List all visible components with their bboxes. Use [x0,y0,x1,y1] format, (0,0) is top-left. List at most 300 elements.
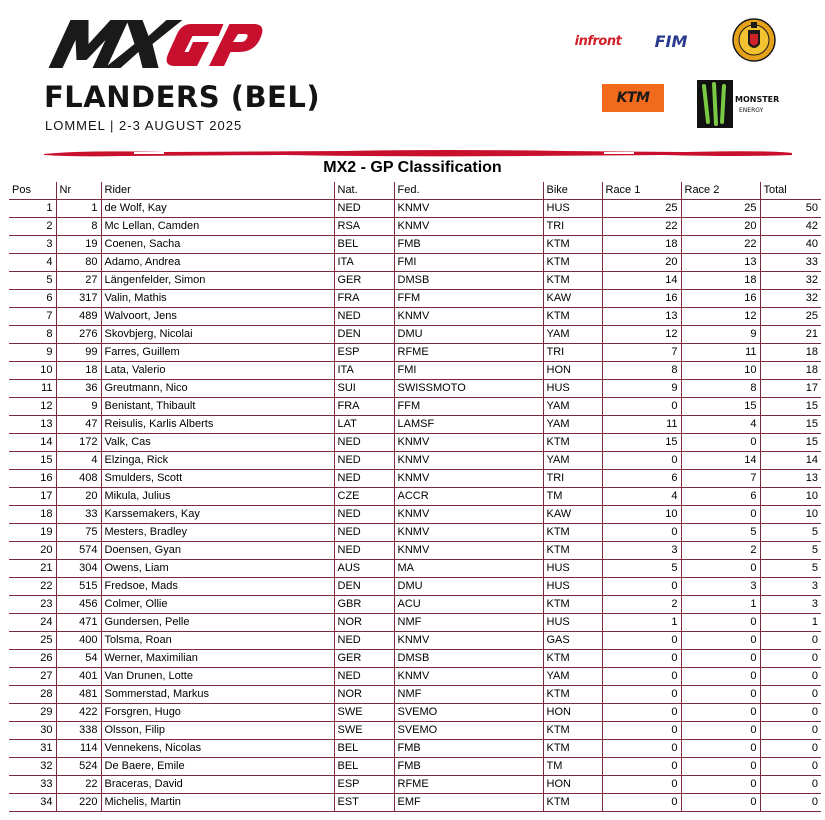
nat-cell: BEL [334,236,394,254]
pos-cell: 1 [9,200,56,218]
fed-cell: SWISSMOTO [394,380,543,398]
race2-cell: 18 [681,272,760,290]
race1-cell: 0 [602,758,681,776]
fed-cell: FMB [394,740,543,758]
nr-cell: 317 [56,290,101,308]
infront-logo: infront [574,33,622,49]
column-header-nat: Nat. [334,182,394,200]
table-row [9,524,821,542]
bike-cell: KTM [543,722,602,740]
nr-cell: 36 [56,380,101,398]
fed-cell: FMI [394,254,543,272]
svg-text:MONSTER: MONSTER [735,95,780,104]
race1-cell: 8 [602,362,681,380]
nr-cell: 47 [56,416,101,434]
fim-logo: FIM [654,31,688,51]
total-cell: 3 [760,578,821,596]
total-cell: 0 [760,704,821,722]
race2-cell: 12 [681,308,760,326]
nr-cell: 408 [56,470,101,488]
race2-cell: 25 [681,200,760,218]
pos-cell: 7 [9,308,56,326]
nr-cell: 1 [56,200,101,218]
table-row [9,704,821,722]
total-cell: 42 [760,218,821,236]
rider-cell: Vennekens, Nicolas [101,740,334,758]
nat-cell: EST [334,794,394,812]
page-header [0,0,825,160]
table-row [9,560,821,578]
fed-cell: KNMV [394,506,543,524]
nr-cell: 524 [56,758,101,776]
nat-cell: NED [334,308,394,326]
pos-cell: 21 [9,560,56,578]
race1-cell: 14 [602,272,681,290]
fed-cell: KNMV [394,668,543,686]
pos-cell: 17 [9,488,56,506]
nat-cell: SUI [334,380,394,398]
bike-cell: HON [543,362,602,380]
race2-cell: 4 [681,416,760,434]
rider-cell: Elzinga, Rick [101,452,334,470]
rider-cell: Gundersen, Pelle [101,614,334,632]
table-row [9,308,821,326]
mxgp-logo [44,14,264,70]
nat-cell: NED [334,632,394,650]
fed-cell: EMF [394,794,543,812]
table-row [9,740,821,758]
nr-cell: 574 [56,542,101,560]
fed-cell: ACU [394,596,543,614]
race1-cell: 0 [602,794,681,812]
race1-cell: 1 [602,614,681,632]
pos-cell: 26 [9,650,56,668]
nat-cell: SWE [334,704,394,722]
nr-cell: 54 [56,650,101,668]
race1-cell: 11 [602,416,681,434]
nat-cell: GER [334,650,394,668]
bike-cell: HUS [543,200,602,218]
fed-cell: FFM [394,398,543,416]
race2-cell: 0 [681,758,760,776]
race2-cell: 7 [681,470,760,488]
total-cell: 0 [760,794,821,812]
rider-cell: de Wolf, Kay [101,200,334,218]
total-cell: 18 [760,362,821,380]
column-header-fed: Fed. [394,182,543,200]
table-row [9,254,821,272]
bike-cell: YAM [543,326,602,344]
fed-cell: SVEMO [394,704,543,722]
nr-cell: 400 [56,632,101,650]
table-row [9,290,821,308]
classification-title: MX2 - GP Classification [323,159,502,176]
race1-cell: 0 [602,578,681,596]
event-subtitle: LOMMEL | 2-3 AUGUST 2025 [45,118,243,133]
pos-cell: 5 [9,272,56,290]
bike-cell: GAS [543,632,602,650]
fed-cell: DMU [394,326,543,344]
nr-cell: 22 [56,776,101,794]
fed-cell: KNMV [394,452,543,470]
total-cell: 5 [760,560,821,578]
bike-cell: HON [543,704,602,722]
bike-cell: KTM [543,542,602,560]
rider-cell: Fredsoe, Mads [101,578,334,596]
table-row [9,416,821,434]
race2-cell: 13 [681,254,760,272]
table-row [9,578,821,596]
pos-cell: 10 [9,362,56,380]
race1-cell: 0 [602,776,681,794]
bike-cell: HUS [543,614,602,632]
fed-cell: RFME [394,344,543,362]
nr-cell: 172 [56,434,101,452]
total-cell: 5 [760,542,821,560]
nat-cell: FRA [334,398,394,416]
fed-cell: FMB [394,758,543,776]
race2-cell: 5 [681,524,760,542]
bike-cell: YAM [543,416,602,434]
pos-cell: 29 [9,704,56,722]
race1-cell: 16 [602,290,681,308]
total-cell: 13 [760,470,821,488]
total-cell: 10 [760,488,821,506]
race2-cell: 16 [681,290,760,308]
pos-cell: 31 [9,740,56,758]
nat-cell: ESP [334,776,394,794]
nr-cell: 401 [56,668,101,686]
nr-cell: 515 [56,578,101,596]
pos-cell: 33 [9,776,56,794]
rider-cell: Smulders, Scott [101,470,334,488]
bike-cell: KAW [543,506,602,524]
nat-cell: NED [334,668,394,686]
bike-cell: KTM [543,740,602,758]
nat-cell: ITA [334,254,394,272]
federation-crest-icon [732,16,776,64]
nat-cell: NED [334,452,394,470]
table-row [9,380,821,398]
race2-cell: 15 [681,398,760,416]
fed-cell: KNMV [394,218,543,236]
nat-cell: FRA [334,290,394,308]
pos-cell: 24 [9,614,56,632]
race1-cell: 20 [602,254,681,272]
pos-cell: 22 [9,578,56,596]
rider-cell: Karssemakers, Kay [101,506,334,524]
table-row [9,632,821,650]
race2-cell: 0 [681,506,760,524]
total-cell: 21 [760,326,821,344]
race1-cell: 4 [602,488,681,506]
table-row [9,506,821,524]
rider-cell: Colmer, Ollie [101,596,334,614]
race2-cell: 0 [681,794,760,812]
rider-cell: Valin, Mathis [101,290,334,308]
total-cell: 0 [760,650,821,668]
pos-cell: 16 [9,470,56,488]
total-cell: 15 [760,434,821,452]
nat-cell: NED [334,200,394,218]
nr-cell: 99 [56,344,101,362]
nat-cell: BEL [334,740,394,758]
bike-cell: KTM [543,596,602,614]
race1-cell: 22 [602,218,681,236]
total-cell: 0 [760,686,821,704]
nr-cell: 8 [56,218,101,236]
table-row [9,434,821,452]
nat-cell: LAT [334,416,394,434]
race2-cell: 0 [681,722,760,740]
fed-cell: DMSB [394,650,543,668]
race2-cell: 0 [681,776,760,794]
race2-cell: 3 [681,578,760,596]
race1-cell: 15 [602,434,681,452]
nat-cell: CZE [334,488,394,506]
rider-cell: Van Drunen, Lotte [101,668,334,686]
nat-cell: GER [334,272,394,290]
table-row [9,398,821,416]
table-row [9,650,821,668]
classification-rows [9,200,821,812]
svg-text:ENERGY: ENERGY [739,107,764,114]
fed-cell: KNMV [394,200,543,218]
bike-cell: KTM [543,434,602,452]
rider-cell: Greutmann, Nico [101,380,334,398]
total-cell: 15 [760,398,821,416]
classification-table [9,182,821,812]
nat-cell: DEN [334,326,394,344]
pos-cell: 4 [9,254,56,272]
race1-cell: 6 [602,470,681,488]
rider-cell: Tolsma, Roan [101,632,334,650]
bike-cell: HUS [543,560,602,578]
race2-cell: 0 [681,632,760,650]
nr-cell: 276 [56,326,101,344]
rider-cell: Farres, Guillem [101,344,334,362]
rider-cell: Benistant, Thibault [101,398,334,416]
total-cell: 17 [760,380,821,398]
nat-cell: ITA [334,362,394,380]
nr-cell: 220 [56,794,101,812]
rider-cell: Owens, Liam [101,560,334,578]
rider-cell: Sommerstad, Markus [101,686,334,704]
bike-cell: KTM [543,524,602,542]
table-row [9,668,821,686]
race2-cell: 0 [681,434,760,452]
bike-cell: HUS [543,380,602,398]
rider-cell: Olsson, Filip [101,722,334,740]
race2-cell: 11 [681,344,760,362]
bike-cell: HUS [543,578,602,596]
total-cell: 32 [760,290,821,308]
total-cell: 0 [760,758,821,776]
nat-cell: NED [334,542,394,560]
bike-cell: YAM [543,398,602,416]
nat-cell: NOR [334,686,394,704]
bike-cell: KAW [543,290,602,308]
table-row [9,758,821,776]
rider-cell: Adamo, Andrea [101,254,334,272]
fed-cell: KNMV [394,542,543,560]
total-cell: 0 [760,632,821,650]
table-row [9,236,821,254]
nr-cell: 338 [56,722,101,740]
nat-cell: NED [334,470,394,488]
nat-cell: SWE [334,722,394,740]
rider-cell: Mc Lellan, Camden [101,218,334,236]
race2-cell: 2 [681,542,760,560]
nr-cell: 27 [56,272,101,290]
pos-cell: 27 [9,668,56,686]
pos-cell: 18 [9,506,56,524]
race2-cell: 0 [681,686,760,704]
nr-cell: 19 [56,236,101,254]
nr-cell: 75 [56,524,101,542]
race1-cell: 0 [602,650,681,668]
table-row [9,470,821,488]
race1-cell: 0 [602,524,681,542]
race2-cell: 0 [681,614,760,632]
pos-cell: 30 [9,722,56,740]
bike-cell: YAM [543,452,602,470]
nat-cell: NED [334,434,394,452]
bike-cell: YAM [543,668,602,686]
nr-cell: 9 [56,398,101,416]
fed-cell: NMF [394,614,543,632]
total-cell: 25 [760,308,821,326]
total-cell: 0 [760,776,821,794]
nr-cell: 114 [56,740,101,758]
pos-cell: 11 [9,380,56,398]
race1-cell: 0 [602,686,681,704]
ktm-logo: KTM [602,84,664,112]
nr-cell: 456 [56,596,101,614]
bike-cell: TRI [543,218,602,236]
race2-cell: 22 [681,236,760,254]
event-title: FLANDERS (BEL) [44,80,321,114]
table-row [9,794,821,812]
nr-cell: 489 [56,308,101,326]
rider-cell: Skovbjerg, Nicolai [101,326,334,344]
race2-cell: 0 [681,560,760,578]
pos-cell: 34 [9,794,56,812]
total-cell: 0 [760,740,821,758]
nat-cell: GBR [334,596,394,614]
nat-cell: NOR [334,614,394,632]
race2-cell: 0 [681,668,760,686]
fed-cell: DMU [394,578,543,596]
nr-cell: 422 [56,704,101,722]
total-cell: 5 [760,524,821,542]
table-row [9,722,821,740]
race2-cell: 20 [681,218,760,236]
pos-cell: 3 [9,236,56,254]
bike-cell: KTM [543,236,602,254]
race1-cell: 3 [602,542,681,560]
race1-cell: 18 [602,236,681,254]
table-row [9,362,821,380]
race1-cell: 0 [602,668,681,686]
rider-cell: Forsgren, Hugo [101,704,334,722]
fed-cell: KNMV [394,632,543,650]
table-row [9,776,821,794]
nat-cell: DEN [334,578,394,596]
total-cell: 0 [760,722,821,740]
table-row [9,344,821,362]
race2-cell: 14 [681,452,760,470]
nr-cell: 80 [56,254,101,272]
total-cell: 0 [760,668,821,686]
bike-cell: KTM [543,272,602,290]
monster-energy-logo [697,80,785,128]
pos-cell: 6 [9,290,56,308]
race2-cell: 0 [681,650,760,668]
fed-cell: FFM [394,290,543,308]
fed-cell: FMB [394,236,543,254]
fed-cell: SVEMO [394,722,543,740]
race1-cell: 0 [602,740,681,758]
bike-cell: KTM [543,650,602,668]
total-cell: 3 [760,596,821,614]
pos-cell: 25 [9,632,56,650]
race1-cell: 0 [602,704,681,722]
nr-cell: 4 [56,452,101,470]
total-cell: 15 [760,416,821,434]
nat-cell: NED [334,506,394,524]
race2-cell: 9 [681,326,760,344]
nr-cell: 20 [56,488,101,506]
bike-cell: KTM [543,794,602,812]
race1-cell: 10 [602,506,681,524]
table-row [9,218,821,236]
race2-cell: 0 [681,704,760,722]
nr-cell: 304 [56,560,101,578]
rider-cell: Reisulis, Karlis Alberts [101,416,334,434]
total-cell: 32 [760,272,821,290]
total-cell: 10 [760,506,821,524]
rider-cell: Mesters, Bradley [101,524,334,542]
pos-cell: 12 [9,398,56,416]
bike-cell: TM [543,758,602,776]
pos-cell: 15 [9,452,56,470]
table-row [9,200,821,218]
race1-cell: 0 [602,632,681,650]
table-row [9,452,821,470]
fed-cell: KNMV [394,434,543,452]
nat-cell: RSA [334,218,394,236]
rider-cell: Braceras, David [101,776,334,794]
race1-cell: 0 [602,452,681,470]
nr-cell: 33 [56,506,101,524]
rider-cell: Doensen, Gyan [101,542,334,560]
bike-cell: KTM [543,308,602,326]
fed-cell: NMF [394,686,543,704]
race2-cell: 1 [681,596,760,614]
column-header-nr: Nr [56,182,101,200]
table-row [9,488,821,506]
pos-cell: 13 [9,416,56,434]
race1-cell: 0 [602,722,681,740]
table-row [9,326,821,344]
race2-cell: 6 [681,488,760,506]
pos-cell: 2 [9,218,56,236]
nat-cell: ESP [334,344,394,362]
column-header-rider: Rider [101,182,334,200]
pos-cell: 20 [9,542,56,560]
bike-cell: KTM [543,254,602,272]
